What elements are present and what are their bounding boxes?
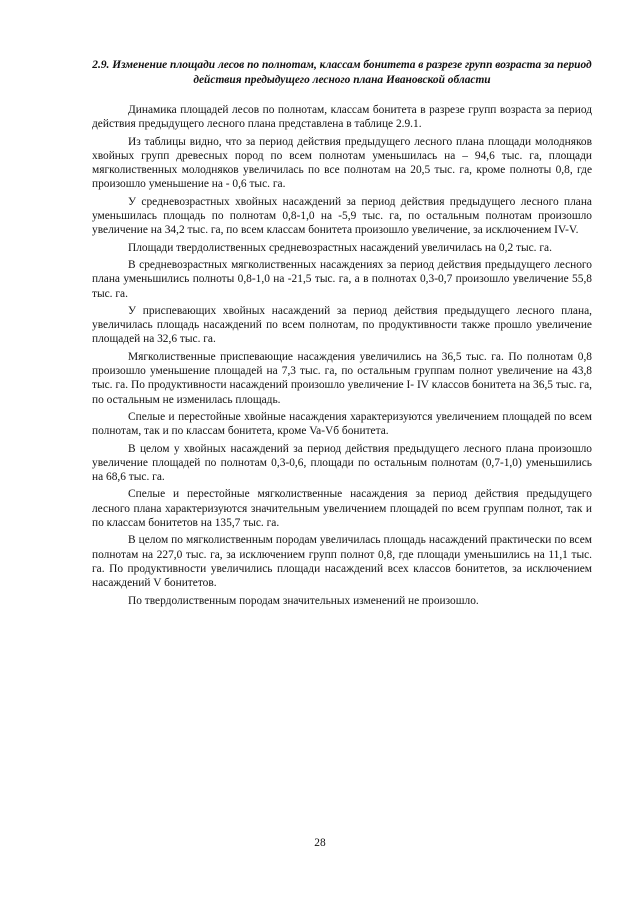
paragraph: Мягколиственные приспевающие насаждения увеличились на 36,5 тыс. га. По полнотам 0,8 произошло уменьшение площадей на 7,3 тыс. га, по остальным группам полнот увеличение на 43,8 тыс. га. По продуктивности насаждений произошло увеличение I- IV классов бонитета на 36,5 тыс. га, по остальным не изменилась площадь. bbox=[92, 350, 592, 406]
paragraph: В средневозрастных мягколиственных насаждениях за период действия предыдущего лесного плана уменьшились полноты 0,8-1,0 на -21,5 тыс. га, а в полнотах 0,3-0,7 произошло увеличение 55,8 тыс. га. bbox=[92, 258, 592, 300]
page-number: 28 bbox=[314, 837, 326, 849]
paragraph: Спелые и перестойные мягколиственные насаждения за период действия предыдущего лесного плана характеризуются значительным увеличением площадей по всем группам полнот, так и по классам бонитетов на 135,7 тыс. га. bbox=[92, 488, 592, 530]
paragraph: У средневозрастных хвойных насаждений за период действия предыдущего лесного плана уменьшилась площадь по полнотам 0,8-1,0 на -5,9 тыс. га, по остальным полнотам произошло увеличение на 34,2 тыс. га, по всем классам бонитета произошло увеличение, за исключением IV-V. bbox=[92, 195, 592, 237]
paragraph: Динамика площадей лесов по полнотам, классам бонитета в разрезе групп возраста за период действия предыдущего лесного плана представлена в таблице 2.9.1. bbox=[92, 104, 592, 131]
paragraph: Спелые и перестойные хвойные насаждения характеризуются увеличением площадей по всем полнотам, так и по классам бонитета, кроме Va-Vб бонитета. bbox=[92, 410, 592, 438]
paragraph: У приспевающих хвойных насаждений за период действия предыдущего лесного плана, увеличилась площадь насаждений по всем полнотам, по продуктивности также прошло увеличение площадей на 32,6 тыс. га. bbox=[92, 304, 592, 346]
body-text bbox=[92, 103, 592, 611]
paragraph: Из таблицы видно, что за период действия предыдущего лесного плана площади молодняков хвойных групп древесных пород по всем полнотам уменьшилась на – 94,6 тыс. га, площади мягколиственных молодняков увеличилась по все полнотам на 20,5 тыс. га, кроме полноты 0,8, где произошло уменьшение на - 0,6 тыс. га. bbox=[92, 135, 592, 191]
section-heading: 2.9. Изменение площади лесов по полнотам, классам бонитета в разрезе групп возраста за период действия предыдущего лесного плана Ивановской области bbox=[92, 59, 592, 86]
paragraph: По твердолиственным породам значительных изменений не произошло. bbox=[128, 594, 479, 607]
paragraph: В целом по мягколиственным породам увеличилась площадь насаждений практически по всем полнотам на 227,0 тыс. га, за исключением групп полнот 0,8, где площади уменьшились на 11,1 тыс. га. По продуктивности увеличились площади насаждений всех классов бонитетов, за исключением насаждений V бонитетов. bbox=[92, 534, 592, 590]
paragraph: В целом у хвойных насаждений за период действия предыдущего лесного плана произошло увеличение площадей по полнотам 0,3-0,6, площади по остальным полнотам (0,7-1,0) уменьшились на 68,6 тыс. га. bbox=[92, 442, 592, 484]
paragraph: Площади твердолиственных средневозрастных насаждений увеличилась на 0,2 тыс. га. bbox=[128, 241, 552, 254]
